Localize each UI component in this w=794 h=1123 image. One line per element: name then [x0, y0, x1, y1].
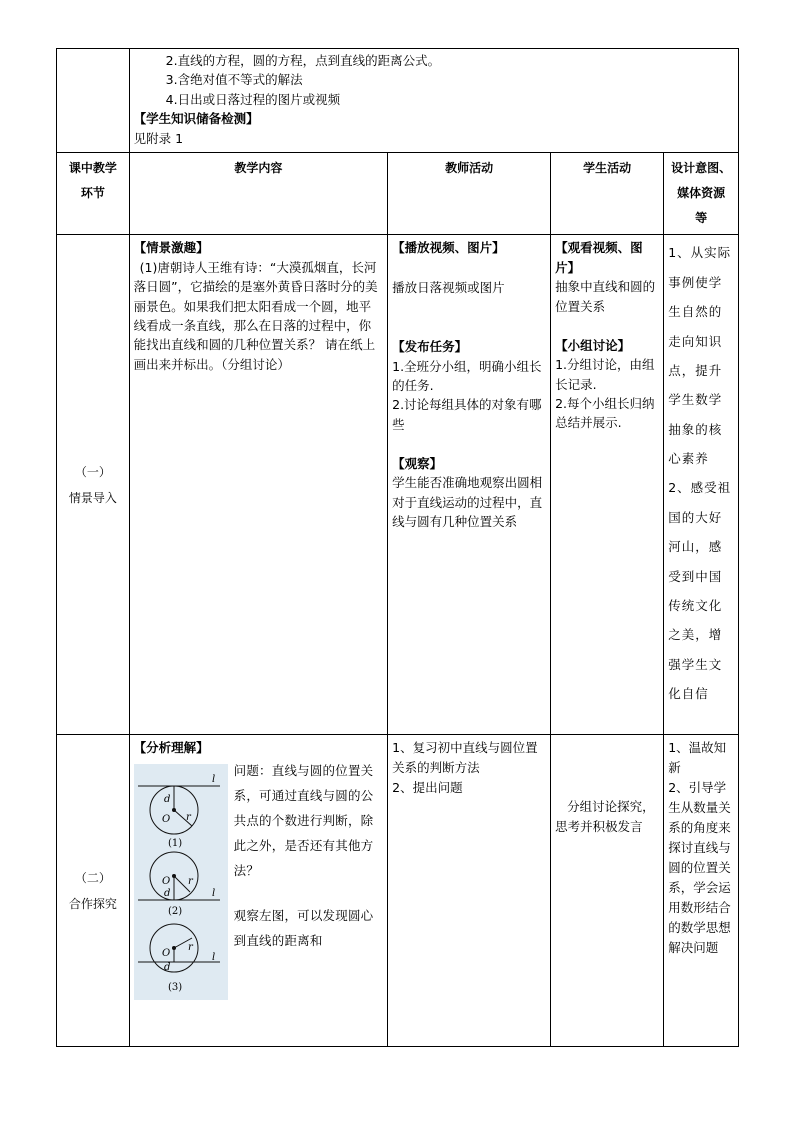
- header-row: [57, 152, 739, 235]
- teacher-block-text: 1.全班分小组，明确小组长的任务. 2.讨论每组具体的对象有哪些: [392, 358, 542, 432]
- line-label: l: [211, 887, 215, 899]
- section1-design: 1、从实际事例使学生自然的走向知识点，提升学生数学抽象的核心素养 2、感受祖国的大好河山，感受到中国传统文化之美，增强学生文化自信: [664, 235, 739, 735]
- point-label: O: [161, 875, 170, 887]
- section2-label-line: 合作探究: [68, 896, 117, 911]
- section2-content-title: 【分析理解】: [133, 740, 209, 756]
- section1-row: [57, 235, 739, 735]
- header-design-line: 等: [695, 211, 708, 226]
- section2-teacher: 1、复习初中直线与圆位置关系的判断方法 2、提出问题: [388, 735, 551, 1047]
- section2-student-text: 分组讨论探究，思考并积极发言: [555, 799, 655, 834]
- section2-design: 1、温故知新 2、引导学生从数量关系的角度来探讨直线与圆的位置关系，学会运用数形结合的数学思想解决问题: [664, 735, 739, 1047]
- figure-caption: (3): [167, 981, 182, 993]
- section1-teacher: [388, 235, 551, 735]
- header-design-line: 媒体资源: [677, 186, 726, 201]
- distance-label: d: [163, 793, 171, 805]
- circle-line-figure: [134, 764, 228, 1000]
- section1-content-text: (1)唐朝诗人王维有诗：“大漠孤烟直，长河落日圆”，它描绘的是塞外黄昏日落时分的美丽景色。如果我们把太阳看成一个圆，地平线看成一条直线，那么在日落的过程中，你能找出直线和圆的几种位置关系？ 请在纸上画出来并标出。（分组讨论）: [133, 259, 378, 372]
- header-design-line: 设计意图、: [671, 160, 732, 175]
- section1-label-line: （一）: [74, 464, 111, 479]
- question-text: 问题：直线与圆的位置关系，可通过直线与圆的公共点的个数进行判断，除此之外，是否还有其他方法？: [233, 762, 374, 878]
- header-student: 学生活动: [551, 152, 664, 235]
- prep-label-cell: [57, 49, 130, 153]
- student-block-text: 1.分组讨论，由组长记录. 2.每个小组长归纳总结并展示.: [555, 357, 655, 431]
- prep-item: 4.日出或日落过程的图片或视频: [165, 91, 341, 107]
- header-stage: [57, 152, 130, 235]
- prep-cell: [129, 49, 738, 153]
- section1-label: [57, 235, 130, 735]
- teacher-block-title: 【发布任务】: [392, 339, 468, 355]
- prep-item: 3.含绝对值不等式的解法: [165, 72, 303, 88]
- radius-label: r: [187, 875, 193, 887]
- teacher-block-title: 【播放视频、图片】: [392, 240, 505, 256]
- point-label: O: [161, 813, 170, 825]
- check-title: 【学生知识储备检测】: [133, 111, 259, 127]
- line-label: l: [211, 773, 215, 785]
- student-block-title: 【观看视频、图片】: [555, 240, 643, 275]
- distance-label: d: [163, 887, 171, 899]
- figure-caption: (2): [167, 905, 182, 917]
- header-design: [664, 152, 739, 235]
- line-label: l: [211, 951, 215, 963]
- header-content: 教学内容: [129, 152, 387, 235]
- distance-label: d: [163, 961, 171, 973]
- point-label: O: [161, 947, 170, 959]
- question-block: [234, 758, 383, 1000]
- prep-row: [57, 49, 739, 153]
- section2-label: [57, 735, 130, 1047]
- header-teacher: 教师活动: [388, 152, 551, 235]
- section2-student: [551, 735, 664, 1047]
- radius-label: r: [187, 941, 193, 953]
- prep-item: 2.直线的方程，圆的方程，点到直线的距离公式。: [165, 53, 441, 68]
- section1-label-line: 情景导入: [68, 490, 117, 505]
- section2-label-line: （二）: [74, 870, 111, 885]
- figure-caption: (1): [167, 837, 182, 849]
- teacher-block-text: 播放日落视频或图片: [392, 279, 505, 295]
- teacher-block-title: 【观察】: [392, 456, 443, 472]
- student-block-text: 抽象中直线和圆的位置关系: [555, 279, 656, 314]
- section2-content: [129, 735, 387, 1047]
- student-block-title: 【小组讨论】: [555, 337, 631, 353]
- teacher-block-text: 学生能否准确地观察出圆相对于直线运动的过程中，直线与圆有几种位置关系: [392, 475, 543, 530]
- section2-row: [57, 735, 739, 1047]
- header-stage-line: 课中教学: [68, 160, 117, 175]
- observe-text: 观察左图，可以发现圆心到直线的距离和: [233, 907, 374, 948]
- check-ref: 见附录 1: [133, 130, 184, 146]
- section1-content: [129, 235, 387, 735]
- header-stage-line: 环节: [80, 186, 105, 201]
- lesson-plan-table: [56, 48, 739, 1047]
- section1-student: [551, 235, 664, 735]
- section1-content-title: 【情景激趣】: [133, 240, 209, 256]
- radius-label: r: [185, 811, 191, 823]
